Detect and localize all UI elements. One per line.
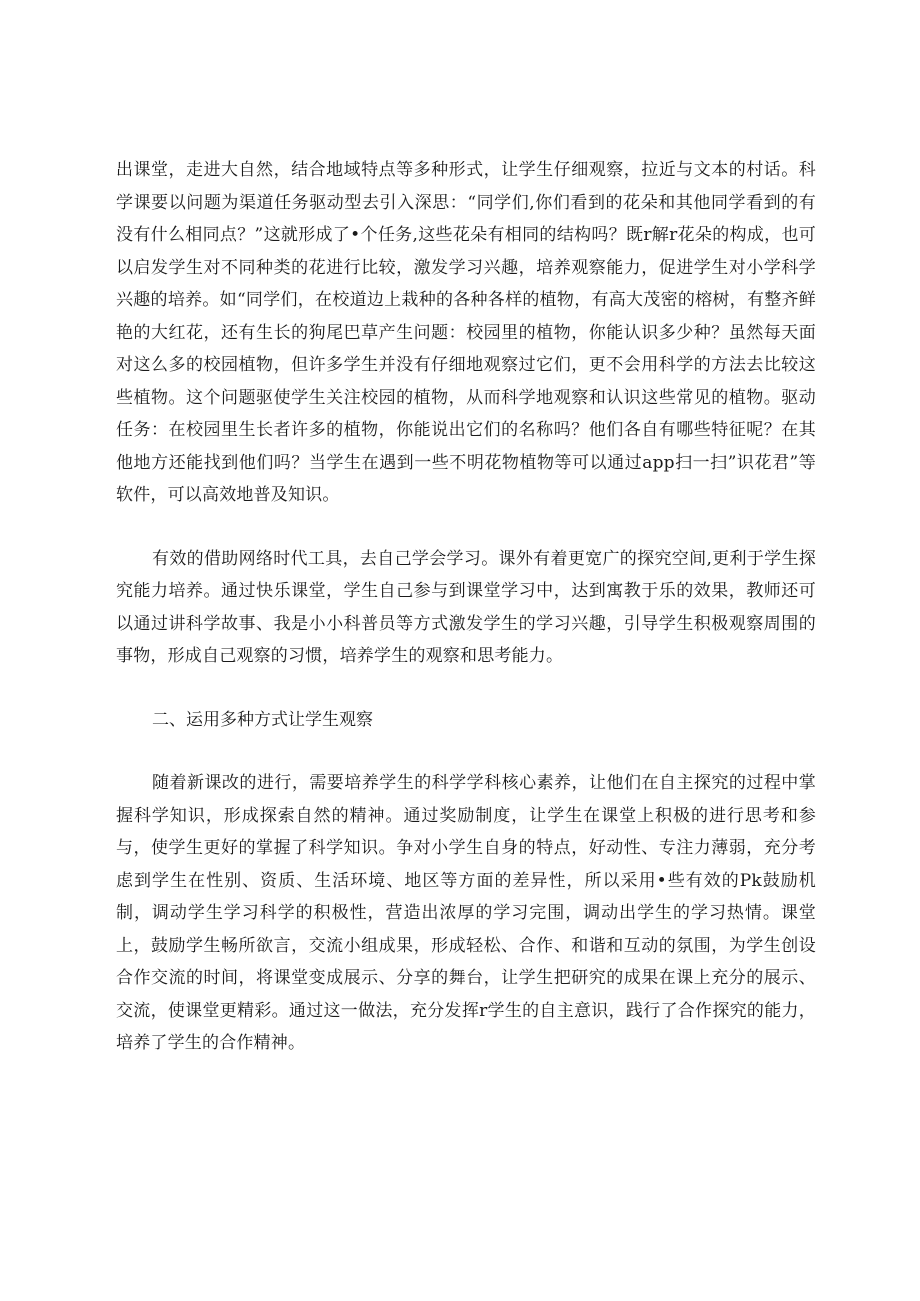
section-heading: 二、运用多种方式让学生观察 xyxy=(152,709,373,730)
document-body xyxy=(116,154,816,1060)
paragraph-network-tools: 有效的借助网络时代工具，去自己学会学习。课外有着更宽广的探究空间,更利于学生探究能力培养。通过快乐课堂，学生自己参与到课堂学习中，达到寓教于乐的效果，教师还可以通过讲科学故事、我是小小科普员等方式激发学生的学习兴趣，引导学生积极观察周围的事物，形成自己观察的习惯，培养学生的观察和思考能力。 xyxy=(116,548,816,666)
paragraph-gap xyxy=(116,512,816,543)
paragraph-gap xyxy=(116,673,816,704)
paragraph-new-curriculum: 随着新课改的进行，需要培养学生的科学学科核心素养，让他们在自主探究的过程中掌握科学知识，形成探索自然的精神。通过奖励制度，让学生在课堂上积极的进行思考和参与，使学生更好的掌握了科学知识。争对小学生自身的特点，好动性、专注力薄弱，充分考虑到学生在性别、资质、生活环境、地区等方面的差异性，所以采用•些有效的Pk鼓励机制，调动学生学习科学的积极性，营造出浓厚的学习完围，调动出学生的学习热情。课堂上，鼓励学生畅所欲言，交流小组成果，形成轻松、合作、和谐和互动的氛围，为学生创设合作交流的时间，将课堂变成展示、分享的舞台，让学生把研究的成果在课上充分的展示、交流，使课堂更精彩。通过这一做法，充分发挥r学生的自主意识，践行了合作探究的能力，培养了学生的合作精神。 xyxy=(116,773,816,1053)
paragraph-gap xyxy=(116,736,816,767)
paragraph-continued: 出课堂，走进大自然，结合地域特点等多种形式，让学生仔细观察，拉近与文本的村话。科学课要以问题为渠道任务驱动型去引入深思：“同学们,你们看到的花朵和其他同学看到的有没有什么相同点？”这就形成了•个任务,这些花朵有相同的结构吗？既r解r花朵的构成，也可以启发学生对不同种类的花进行比较，激发学习兴趣，培养观察能力，促进学生对小学科学兴趣的培养。如“同学们，在校道边上栽种的各种各样的植物，有高大茂密的榕树，有整齐鲜艳的大红花，还有生长的狗尾巴草产生问题：校园里的植物，你能认识多少种？虽然每天面对这么多的校园植物，但许多学生并没有仔细地观察过它们，更不会用科学的方法去比较这些植物。这个问题驱使学生关注校园的植物，从而科学地观察和认识这些常见的植物。驱动任务：在校园里生长者许多的植物，你能说出它们的名称吗？他们各自有哪些特征呢？在其他地方还能找到他们吗？当学生在遇到一些不明花物植物等可以通过app扫一扫”识花君”等软件，可以高效地普及知识。 xyxy=(116,160,816,505)
